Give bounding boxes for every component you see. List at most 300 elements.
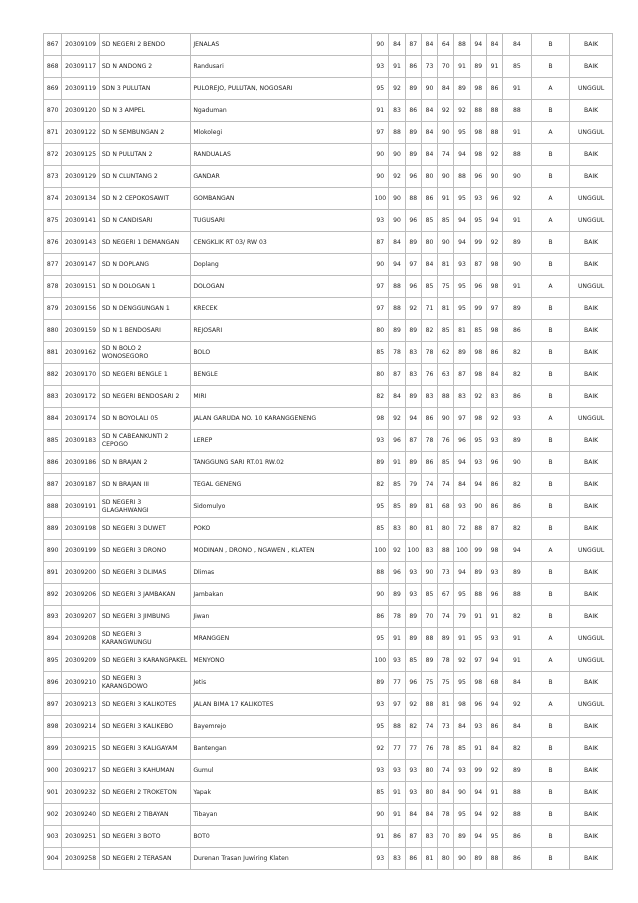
average-cell: 89 (503, 232, 531, 254)
school-name-cell: SD N PULUTAN 2 (99, 144, 190, 166)
score-cell: 93 (372, 694, 389, 716)
score-cell: 90 (470, 496, 486, 518)
npsn-cell: 20309186 (62, 452, 100, 474)
row-number-cell: 870 (44, 100, 62, 122)
score-cell: 90 (421, 78, 437, 100)
score-cell: 85 (470, 320, 486, 342)
address-cell: Bayemrejo (191, 716, 372, 738)
score-cell: 89 (405, 496, 421, 518)
score-cell: 84 (486, 738, 502, 760)
school-name-cell: SD N DENGGUNGAN 1 (99, 298, 190, 320)
predicate-cell: BAIK (570, 100, 613, 122)
score-cell: 97 (486, 298, 502, 320)
predicate-cell: UNGGUL (570, 210, 613, 232)
npsn-cell: 20309207 (62, 606, 100, 628)
address-cell: Tibayan (191, 804, 372, 826)
score-cell: 90 (438, 122, 454, 144)
address-cell: Jambakan (191, 584, 372, 606)
average-cell: 86 (503, 848, 531, 870)
score-cell: 93 (454, 496, 470, 518)
score-cell: 93 (454, 254, 470, 276)
predicate-cell: BAIK (570, 254, 613, 276)
score-cell: 84 (438, 782, 454, 804)
address-cell: KRECEK (191, 298, 372, 320)
score-cell: 80 (438, 518, 454, 540)
score-cell: 85 (372, 782, 389, 804)
predicate-cell: BAIK (570, 518, 613, 540)
score-cell: 73 (438, 562, 454, 584)
row-number-cell: 898 (44, 716, 62, 738)
predicate-cell: BAIK (570, 782, 613, 804)
score-cell: 88 (421, 628, 437, 650)
score-cell: 84 (389, 386, 405, 408)
score-cell: 97 (372, 122, 389, 144)
row-number-cell: 867 (44, 34, 62, 56)
average-cell: 92 (503, 188, 531, 210)
score-cell: 63 (438, 364, 454, 386)
score-cell: 79 (454, 606, 470, 628)
npsn-cell: 20309170 (62, 364, 100, 386)
score-cell: 95 (372, 628, 389, 650)
grade-cell: B (531, 804, 570, 826)
score-cell: 70 (421, 606, 437, 628)
score-cell: 88 (421, 694, 437, 716)
score-cell: 88 (470, 518, 486, 540)
school-name-cell: SD N BRAJAN 2 (99, 452, 190, 474)
average-cell: 94 (503, 540, 531, 562)
table-row (44, 716, 613, 738)
address-cell: BENGLE (191, 364, 372, 386)
score-cell: 82 (372, 474, 389, 496)
score-cell: 84 (421, 34, 437, 56)
score-cell: 76 (438, 430, 454, 452)
score-cell: 93 (470, 716, 486, 738)
score-cell: 88 (454, 34, 470, 56)
school-name-cell: SD N BOYOLALI 05 (99, 408, 190, 430)
table-row (44, 364, 613, 386)
average-cell: 82 (503, 342, 531, 364)
npsn-cell: 20309172 (62, 386, 100, 408)
score-cell: 95 (372, 78, 389, 100)
npsn-cell: 20309232 (62, 782, 100, 804)
score-cell: 84 (438, 78, 454, 100)
score-cell: 83 (405, 364, 421, 386)
school-name-cell: SD NEGERI 2 BENDO (99, 34, 190, 56)
average-cell: 82 (503, 364, 531, 386)
score-cell: 97 (405, 254, 421, 276)
row-number-cell: 882 (44, 364, 62, 386)
average-cell: 90 (503, 166, 531, 188)
predicate-cell: BAIK (570, 716, 613, 738)
score-cell: 83 (405, 342, 421, 364)
score-cell: 94 (470, 34, 486, 56)
school-name-cell: SD NEGERI 2 TERASAN (99, 848, 190, 870)
predicate-cell: BAIK (570, 364, 613, 386)
predicate-cell: BAIK (570, 430, 613, 452)
npsn-cell: 20309156 (62, 298, 100, 320)
score-cell: 90 (372, 166, 389, 188)
npsn-cell: 20309183 (62, 430, 100, 452)
predicate-cell: BAIK (570, 144, 613, 166)
table-row (44, 606, 613, 628)
score-cell: 89 (372, 672, 389, 694)
score-cell: 86 (389, 826, 405, 848)
score-cell: 95 (454, 584, 470, 606)
grade-cell: B (531, 430, 570, 452)
score-cell: 87 (405, 826, 421, 848)
score-cell: 78 (421, 430, 437, 452)
score-cell: 98 (454, 694, 470, 716)
score-cell: 84 (389, 34, 405, 56)
score-cell: 91 (389, 452, 405, 474)
score-cell: 88 (486, 848, 502, 870)
row-number-cell: 876 (44, 232, 62, 254)
address-cell: TEGAL GENENG (191, 474, 372, 496)
score-cell: 91 (389, 56, 405, 78)
score-cell: 91 (372, 100, 389, 122)
score-cell: 86 (486, 716, 502, 738)
score-cell: 98 (372, 408, 389, 430)
score-cell: 95 (454, 276, 470, 298)
score-cell: 81 (438, 298, 454, 320)
score-cell: 88 (454, 166, 470, 188)
score-cell: 74 (438, 606, 454, 628)
table-body (44, 34, 613, 870)
predicate-cell: BAIK (570, 34, 613, 56)
score-cell: 92 (486, 232, 502, 254)
score-cell: 81 (421, 496, 437, 518)
grade-cell: B (531, 562, 570, 584)
npsn-cell: 20309141 (62, 210, 100, 232)
address-cell: JALAN GARUDA NO. 10 KARANGGENENG (191, 408, 372, 430)
score-cell: 90 (372, 254, 389, 276)
average-cell: 82 (503, 738, 531, 760)
score-cell: 94 (405, 408, 421, 430)
score-cell: 89 (405, 122, 421, 144)
score-cell: 80 (438, 848, 454, 870)
score-cell: 88 (389, 298, 405, 320)
score-cell: 68 (486, 672, 502, 694)
school-name-cell: SD N CLUNTANG 2 (99, 166, 190, 188)
score-cell: 85 (405, 650, 421, 672)
score-cell: 64 (438, 34, 454, 56)
npsn-cell: 20309217 (62, 760, 100, 782)
table-row (44, 342, 613, 364)
table-row (44, 188, 613, 210)
score-cell: 82 (405, 716, 421, 738)
npsn-cell: 20309143 (62, 232, 100, 254)
table-row (44, 804, 613, 826)
score-cell: 89 (470, 562, 486, 584)
table-row (44, 232, 613, 254)
score-cell: 94 (389, 254, 405, 276)
score-cell: 90 (372, 584, 389, 606)
score-cell: 77 (389, 672, 405, 694)
score-cell: 91 (389, 804, 405, 826)
average-cell: 82 (503, 474, 531, 496)
score-cell: 93 (454, 760, 470, 782)
predicate-cell: UNGGUL (570, 694, 613, 716)
score-cell: 96 (405, 276, 421, 298)
address-cell: Gumul (191, 760, 372, 782)
score-cell: 88 (389, 276, 405, 298)
row-number-cell: 896 (44, 672, 62, 694)
score-cell: 90 (454, 848, 470, 870)
npsn-cell: 20309258 (62, 848, 100, 870)
average-cell: 88 (503, 804, 531, 826)
score-cell: 94 (454, 562, 470, 584)
score-cell: 89 (405, 320, 421, 342)
table-row (44, 320, 613, 342)
score-cell: 84 (454, 716, 470, 738)
row-number-cell: 890 (44, 540, 62, 562)
score-cell: 83 (389, 848, 405, 870)
average-cell: 91 (503, 276, 531, 298)
grade-cell: A (531, 210, 570, 232)
school-name-cell: SD N 1 BENDOSARI (99, 320, 190, 342)
table-row (44, 650, 613, 672)
score-cell: 70 (438, 826, 454, 848)
npsn-cell: 20309251 (62, 826, 100, 848)
score-cell: 83 (389, 518, 405, 540)
school-name-cell: SD NEGERI 3 BOTO (99, 826, 190, 848)
row-number-cell: 871 (44, 122, 62, 144)
grade-cell: B (531, 606, 570, 628)
address-cell: BOLO (191, 342, 372, 364)
score-cell: 93 (372, 56, 389, 78)
score-cell: 86 (405, 56, 421, 78)
address-cell: TUGUSARI (191, 210, 372, 232)
score-cell: 89 (389, 320, 405, 342)
score-cell: 80 (372, 364, 389, 386)
score-cell: 93 (372, 210, 389, 232)
score-cell: 85 (421, 210, 437, 232)
grade-cell: B (531, 342, 570, 364)
score-cell: 96 (470, 694, 486, 716)
score-cell: 90 (389, 210, 405, 232)
row-number-cell: 888 (44, 496, 62, 518)
grade-cell: B (531, 56, 570, 78)
score-cell: 91 (372, 826, 389, 848)
table-row (44, 474, 613, 496)
score-cell: 100 (405, 540, 421, 562)
average-cell: 88 (503, 782, 531, 804)
predicate-cell: BAIK (570, 386, 613, 408)
school-name-cell: SD NEGERI 3 KALIKOTES (99, 694, 190, 716)
row-number-cell: 885 (44, 430, 62, 452)
score-cell: 100 (454, 540, 470, 562)
npsn-cell: 20309199 (62, 540, 100, 562)
score-cell: 84 (421, 100, 437, 122)
score-cell: 94 (454, 452, 470, 474)
grade-cell: A (531, 188, 570, 210)
score-cell: 80 (421, 760, 437, 782)
score-cell: 74 (438, 474, 454, 496)
score-cell: 89 (372, 452, 389, 474)
score-cell: 92 (405, 694, 421, 716)
score-cell: 98 (470, 122, 486, 144)
score-cell: 99 (470, 232, 486, 254)
npsn-cell: 20309117 (62, 56, 100, 78)
address-cell: MODINAN , DRONO , NGAWEN , KLATEN (191, 540, 372, 562)
address-cell: BOT0 (191, 826, 372, 848)
score-cell: 91 (470, 606, 486, 628)
score-cell: 95 (470, 430, 486, 452)
score-cell: 96 (389, 430, 405, 452)
score-cell: 83 (389, 100, 405, 122)
score-cell: 88 (470, 100, 486, 122)
score-cell: 98 (486, 276, 502, 298)
npsn-cell: 20309191 (62, 496, 100, 518)
grade-cell: B (531, 100, 570, 122)
score-cell: 92 (389, 408, 405, 430)
table-row (44, 760, 613, 782)
score-cell: 86 (405, 100, 421, 122)
score-cell: 89 (405, 628, 421, 650)
score-cell: 81 (438, 694, 454, 716)
average-cell: 88 (503, 584, 531, 606)
table-row (44, 122, 613, 144)
score-cell: 97 (470, 650, 486, 672)
row-number-cell: 891 (44, 562, 62, 584)
school-name-cell: SD NEGERI 1 DEMANGAN (99, 232, 190, 254)
npsn-cell: 20309206 (62, 584, 100, 606)
npsn-cell: 20309214 (62, 716, 100, 738)
score-cell: 95 (454, 298, 470, 320)
score-cell: 75 (438, 276, 454, 298)
npsn-cell: 20309215 (62, 738, 100, 760)
row-number-cell: 902 (44, 804, 62, 826)
score-cell: 90 (454, 782, 470, 804)
score-cell: 93 (486, 562, 502, 584)
npsn-cell: 20309240 (62, 804, 100, 826)
score-cell: 91 (438, 188, 454, 210)
table-row (44, 430, 613, 452)
average-cell: 86 (503, 386, 531, 408)
npsn-cell: 20309109 (62, 34, 100, 56)
score-cell: 88 (486, 122, 502, 144)
grade-cell: B (531, 298, 570, 320)
score-cell: 87 (405, 430, 421, 452)
predicate-cell: BAIK (570, 584, 613, 606)
average-cell: 93 (503, 408, 531, 430)
score-cell: 96 (470, 166, 486, 188)
average-cell: 86 (503, 496, 531, 518)
score-cell: 93 (372, 430, 389, 452)
score-cell: 83 (421, 386, 437, 408)
score-cell: 93 (470, 452, 486, 474)
score-cell: 80 (421, 232, 437, 254)
score-cell: 86 (421, 408, 437, 430)
average-cell: 84 (503, 716, 531, 738)
average-cell: 90 (503, 254, 531, 276)
table-row (44, 210, 613, 232)
table-row (44, 408, 613, 430)
row-number-cell: 883 (44, 386, 62, 408)
score-cell: 96 (405, 210, 421, 232)
grade-cell: B (531, 364, 570, 386)
score-cell: 85 (421, 276, 437, 298)
table-row (44, 100, 613, 122)
predicate-cell: BAIK (570, 342, 613, 364)
score-cell: 62 (438, 342, 454, 364)
score-cell: 96 (405, 166, 421, 188)
predicate-cell: BAIK (570, 562, 613, 584)
score-cell: 85 (389, 496, 405, 518)
school-name-cell: SD N 3 AMPEL (99, 100, 190, 122)
grade-cell: B (531, 738, 570, 760)
table-row (44, 848, 613, 870)
score-cell: 90 (438, 232, 454, 254)
npsn-cell: 20309174 (62, 408, 100, 430)
school-name-cell: SD N 2 CEPOKOSAWIT (99, 188, 190, 210)
score-cell: 87 (372, 232, 389, 254)
score-cell: 78 (438, 804, 454, 826)
address-cell: Mlokolegi (191, 122, 372, 144)
score-cell: 89 (438, 628, 454, 650)
predicate-cell: BAIK (570, 826, 613, 848)
predicate-cell: UNGGUL (570, 408, 613, 430)
score-cell: 98 (470, 78, 486, 100)
score-cell: 92 (438, 100, 454, 122)
predicate-cell: UNGGUL (570, 540, 613, 562)
address-cell: Yapak (191, 782, 372, 804)
predicate-cell: BAIK (570, 320, 613, 342)
table-row (44, 694, 613, 716)
score-cell: 75 (438, 672, 454, 694)
grade-cell: B (531, 34, 570, 56)
score-cell: 91 (454, 628, 470, 650)
score-cell: 92 (486, 804, 502, 826)
address-cell: GOMBANGAN (191, 188, 372, 210)
score-cell: 93 (405, 562, 421, 584)
score-cell: 98 (470, 144, 486, 166)
score-cell: 78 (438, 738, 454, 760)
score-cell: 87 (454, 364, 470, 386)
score-cell: 89 (454, 342, 470, 364)
score-cell: 96 (454, 430, 470, 452)
score-cell: 78 (438, 650, 454, 672)
score-cell: 95 (454, 804, 470, 826)
row-number-cell: 872 (44, 144, 62, 166)
table-row (44, 782, 613, 804)
table-row (44, 518, 613, 540)
address-cell: MENYONO (191, 650, 372, 672)
school-name-cell: SD NEGERI BENDOSARI 2 (99, 386, 190, 408)
row-number-cell: 889 (44, 518, 62, 540)
npsn-cell: 20309120 (62, 100, 100, 122)
score-cell: 86 (421, 452, 437, 474)
score-cell: 84 (389, 232, 405, 254)
score-cell: 89 (454, 78, 470, 100)
address-cell: Jetis (191, 672, 372, 694)
score-cell: 80 (421, 782, 437, 804)
grade-cell: B (531, 232, 570, 254)
score-cell: 76 (421, 364, 437, 386)
score-cell: 90 (372, 34, 389, 56)
score-cell: 88 (438, 540, 454, 562)
address-cell: JENALAS (191, 34, 372, 56)
school-name-cell: SD N BRAJAN III (99, 474, 190, 496)
grade-cell: B (531, 144, 570, 166)
predicate-cell: UNGGUL (570, 276, 613, 298)
predicate-cell: BAIK (570, 496, 613, 518)
address-cell: DOLOGAN (191, 276, 372, 298)
row-number-cell: 894 (44, 628, 62, 650)
score-cell: 88 (438, 386, 454, 408)
score-cell: 89 (405, 78, 421, 100)
score-cell: 91 (389, 782, 405, 804)
